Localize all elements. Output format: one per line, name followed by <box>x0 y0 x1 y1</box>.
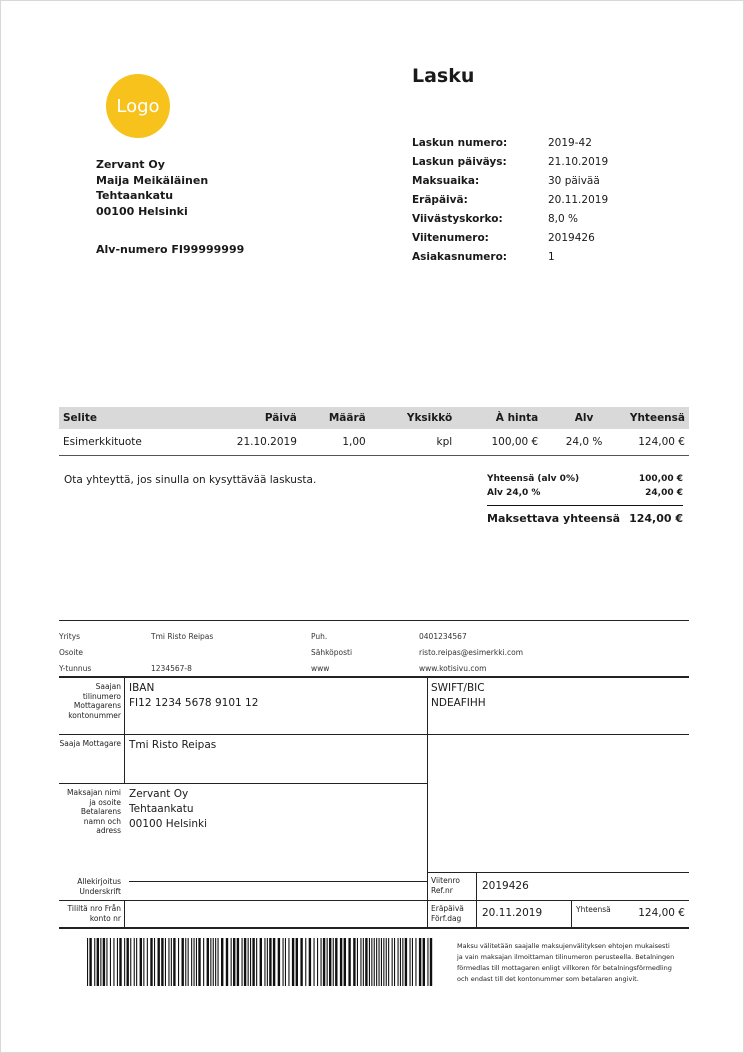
meta-value: 8,0 % <box>548 213 579 225</box>
barcode-bar <box>140 938 142 986</box>
meta-value: 2019426 <box>548 232 595 244</box>
barcode-bar <box>386 938 387 986</box>
meta-row <box>412 248 608 267</box>
barcode-bar <box>402 938 403 986</box>
signature-line <box>129 881 427 882</box>
meta-label: Laskun numero: <box>412 137 508 149</box>
barcode-bar <box>196 938 197 986</box>
table-row <box>59 429 689 456</box>
table-header-row <box>59 407 689 429</box>
barcode-bar <box>231 938 232 986</box>
account-label: Saajan tilinumero Mottagarens kontonummer <box>68 682 121 720</box>
meta-label: Maksuaika: <box>412 175 480 187</box>
ref-label: Viitenro Ref.nr <box>431 876 460 895</box>
ytunnus-label: Y-tunnus <box>59 664 92 673</box>
barcode-bar <box>147 938 148 986</box>
barcode-bar <box>374 938 375 986</box>
barcode-bar <box>273 938 275 986</box>
barcode-bar <box>427 938 428 986</box>
barcode-bar <box>94 938 95 986</box>
net-total-row <box>487 472 683 486</box>
company-label: Yritys <box>59 632 81 641</box>
barcode-bar <box>317 938 318 986</box>
barcode-bar <box>124 938 125 986</box>
vat-total-row <box>487 486 683 500</box>
meta-value: 21.10.2019 <box>548 156 609 168</box>
meta-row <box>412 229 608 248</box>
barcode-bar <box>158 938 160 986</box>
barcode-bar <box>127 938 129 986</box>
barcode-bar <box>405 938 407 986</box>
barcode-bar <box>285 938 286 986</box>
barcode-bar <box>388 938 389 986</box>
barcode-bar <box>283 938 284 986</box>
company-name: Tmi Risto Reipas <box>151 632 214 641</box>
net-total-value: 100,00 € <box>638 474 683 484</box>
barcode-bar <box>89 938 91 986</box>
barcode-bar <box>233 938 235 986</box>
phone-value: 0401234567 <box>419 632 467 641</box>
col-header-date: Päivä <box>214 407 301 429</box>
barcode-bar <box>260 938 262 986</box>
vat-total-label: Alv 24,0 % <box>487 488 541 498</box>
swift-value: NDEAFIHH <box>431 697 486 709</box>
due-label: Eräpäivä Förf.dag <box>431 904 464 923</box>
barcode-bar <box>415 938 416 986</box>
barcode-bar <box>340 938 342 986</box>
divider <box>59 620 689 621</box>
barcode-bar <box>173 938 175 986</box>
col-header-unit-price: À hinta <box>456 407 542 429</box>
company-info-values <box>151 629 213 677</box>
barcode-bar <box>256 938 257 986</box>
barcode-bar <box>392 938 393 986</box>
ytunnus-value: 1234567-8 <box>151 664 192 673</box>
barcode-bar <box>100 938 101 986</box>
barcode-bar <box>267 938 268 986</box>
barcode-bar <box>237 938 239 986</box>
barcode-bar <box>198 938 200 986</box>
cell-unit-price: 100,00 € <box>456 429 542 456</box>
slip-line <box>59 734 689 735</box>
barcode-bar <box>394 938 395 986</box>
barcode-bar <box>215 938 216 986</box>
barcode-bar <box>314 938 315 986</box>
invoice-meta <box>412 134 608 267</box>
barcode-bar <box>203 938 204 986</box>
page-title: Lasku <box>412 65 475 87</box>
payer-block <box>129 787 207 832</box>
swift-block <box>431 681 486 711</box>
col-header-vat: Alv <box>542 407 626 429</box>
barcode-bar <box>136 938 137 986</box>
cell-date: 21.10.2019 <box>214 429 301 456</box>
barcode-bar <box>323 938 325 986</box>
slip-line <box>59 900 689 901</box>
meta-label: Eräpäivä: <box>412 194 468 206</box>
sender-company: Zervant Oy <box>96 158 165 171</box>
slip-total-label: Yhteensä <box>576 905 611 914</box>
barcode-bar <box>300 938 302 986</box>
barcode-bar <box>410 938 411 986</box>
barcode-bar <box>248 938 249 986</box>
contact-note: Ota yhteyttä, jos sinulla on kysyttävää laskusta. <box>64 474 317 486</box>
slip-divider <box>124 900 125 927</box>
phone-label: Puh. <box>311 632 328 641</box>
barcode-bar <box>244 938 246 986</box>
meta-label: Viitenumero: <box>412 232 489 244</box>
barcode-bar <box>333 938 334 986</box>
barcode-bar <box>278 938 280 986</box>
barcode-bar <box>288 938 289 986</box>
barcode-bar <box>194 938 195 986</box>
barcode-bar <box>269 938 271 986</box>
barcode-bar <box>161 938 163 986</box>
company-logo <box>106 74 170 138</box>
barcode-bar <box>329 938 331 986</box>
logo-text: Logo <box>116 95 160 117</box>
barcode-bar <box>182 938 184 986</box>
line-items-table <box>59 407 689 456</box>
net-total-label: Yhteensä (alv 0%) <box>487 474 580 484</box>
barcode-bar <box>430 938 432 986</box>
barcode-bar <box>191 938 192 986</box>
barcode-bar <box>143 938 144 986</box>
barcode-bar <box>363 938 364 986</box>
iban-block <box>129 681 258 711</box>
sender-city: 00100 Helsinki <box>96 204 188 218</box>
barcode-bar <box>168 938 169 986</box>
meta-row <box>412 134 608 153</box>
meta-row <box>412 172 608 191</box>
barcode-bar <box>221 938 223 986</box>
barcode-bar <box>365 938 367 986</box>
barcode-bar <box>398 938 399 986</box>
totals-summary <box>487 472 683 526</box>
barcode-bar <box>400 938 401 986</box>
payer-label: Maksajan nimi ja osoite Betalarens namn och adress <box>67 788 121 835</box>
contact-values <box>419 629 523 677</box>
due-value: 20.11.2019 <box>482 907 543 919</box>
barcode-bar <box>218 938 219 986</box>
meta-label: Viivästyskorko: <box>412 213 503 225</box>
swift-label: SWIFT/BIC <box>431 682 485 694</box>
barcode-bar <box>412 938 413 986</box>
barcode-bar <box>188 938 189 986</box>
barcode-bar <box>242 938 243 986</box>
cell-total: 124,00 € <box>626 429 689 456</box>
barcode-bar <box>213 938 214 986</box>
cell-quantity: 1,00 <box>301 429 370 456</box>
barcode-bar <box>264 938 265 986</box>
barcode-bar <box>379 938 380 986</box>
payment-terms-note: Maksu välitetään saajalle maksujenvälityksen ehtojen mukaisesti ja vain maksajan ilmoittaman tilinumeron perusteella. Betalningen förmedlas till mottagaren enligt villkoren för betalningsförmedling och endast till det kontonummer som betalaren angivit. <box>457 942 675 983</box>
web-label: www <box>311 664 330 673</box>
slip-top-line <box>59 676 689 678</box>
meta-row <box>412 191 608 210</box>
company-info-labels <box>59 629 91 677</box>
barcode-bar <box>103 938 105 986</box>
email-label: Sähköposti <box>311 648 353 657</box>
barcode <box>87 938 435 986</box>
meta-label: Laskun päiväys: <box>412 156 507 168</box>
from-account-label: Tililtä nro Från konto nr <box>67 904 121 923</box>
slip-divider <box>571 900 572 927</box>
barcode-bar <box>296 938 298 986</box>
barcode-bar <box>250 938 251 986</box>
sender-address <box>96 157 208 219</box>
grand-total-label: Maksettava yhteensä <box>487 512 621 525</box>
address-label: Osoite <box>59 648 84 657</box>
meta-label: Asiakasnumero: <box>412 251 507 263</box>
barcode-bar <box>150 938 152 986</box>
barcode-bar <box>110 938 111 986</box>
barcode-bar <box>119 938 121 986</box>
barcode-bar <box>210 938 211 986</box>
slip-divider <box>476 872 477 927</box>
barcode-bar <box>357 938 358 986</box>
recipient-value: Tmi Risto Reipas <box>129 739 217 751</box>
meta-row <box>412 210 608 229</box>
barcode-bar <box>226 938 228 986</box>
barcode-bar <box>154 938 155 986</box>
cell-description: Esimerkkituote <box>59 429 214 456</box>
contact-labels <box>311 629 352 677</box>
barcode-bar <box>309 938 311 986</box>
barcode-bar <box>383 938 384 986</box>
ref-value: 2019426 <box>482 880 529 892</box>
grand-total-row <box>487 505 683 526</box>
email-value: risto.reipas@esimerkki.com <box>419 648 524 657</box>
barcode-bar <box>134 938 135 986</box>
barcode-bar <box>113 938 114 986</box>
barcode-bar <box>171 938 172 986</box>
cell-unit: kpl <box>370 429 456 456</box>
cell-vat: 24,0 % <box>542 429 626 456</box>
barcode-bar <box>327 938 328 986</box>
barcode-bar <box>371 938 372 986</box>
iban-label: IBAN <box>129 682 155 694</box>
slip-divider <box>124 677 125 783</box>
slip-bottom-line <box>59 927 689 929</box>
meta-value: 1 <box>548 251 555 263</box>
barcode-bar <box>321 938 322 986</box>
slip-line <box>59 783 427 784</box>
payer-city: 00100 Helsinki <box>129 818 208 830</box>
barcode-bar <box>335 938 337 986</box>
barcode-bar <box>106 938 107 986</box>
barcode-bar <box>369 938 370 986</box>
barcode-bar <box>178 938 179 986</box>
slip-divider <box>427 677 428 927</box>
barcode-bar <box>423 938 425 986</box>
meta-row <box>412 153 608 172</box>
barcode-bar <box>305 938 306 986</box>
recipient-label: Saaja Mottagare <box>59 739 121 748</box>
barcode-bar <box>419 938 421 986</box>
slip-total-value: 124,00 € <box>638 907 685 919</box>
barcode-bar <box>381 938 382 986</box>
vat-total-value: 24,00 € <box>645 488 683 498</box>
barcode-bar <box>292 938 294 986</box>
sender-person: Maija Meikäläinen <box>96 173 209 187</box>
grand-total-value: 124,00 € <box>629 512 683 525</box>
sender-vat: Alv-numero FI99999999 <box>96 243 245 256</box>
meta-value: 30 päivää <box>548 175 600 187</box>
payer-name: Zervant Oy <box>129 788 189 800</box>
barcode-bar <box>87 938 88 986</box>
iban-value: FI12 1234 5678 9101 12 <box>129 697 259 709</box>
col-header-unit: Yksikkö <box>370 407 456 429</box>
col-header-description: Selite <box>59 407 214 429</box>
barcode-bar <box>344 938 346 986</box>
col-header-total: Yhteensä <box>626 407 689 429</box>
slip-line <box>427 872 689 873</box>
col-header-quantity: Määrä <box>301 407 370 429</box>
barcode-bar <box>348 938 350 986</box>
payer-street: Tehtaankatu <box>129 803 194 815</box>
barcode-bar <box>376 938 377 986</box>
barcode-bar <box>130 938 131 986</box>
web-value: www.kotisivu.com <box>419 664 487 673</box>
meta-value: 2019-42 <box>548 137 592 149</box>
barcode-bar <box>360 938 361 986</box>
company-address <box>151 645 213 661</box>
barcode-bar <box>185 938 186 986</box>
meta-value: 20.11.2019 <box>548 194 609 206</box>
barcode-bar <box>252 938 254 986</box>
barcode-bar <box>353 938 355 986</box>
barcode-bar <box>97 938 99 986</box>
barcode-bar <box>117 938 118 986</box>
signature-label: Allekirjoitus Underskrift <box>77 877 121 896</box>
sender-street: Tehtaankatu <box>96 189 174 202</box>
barcode-bar <box>207 938 209 986</box>
barcode-bar <box>165 938 166 986</box>
